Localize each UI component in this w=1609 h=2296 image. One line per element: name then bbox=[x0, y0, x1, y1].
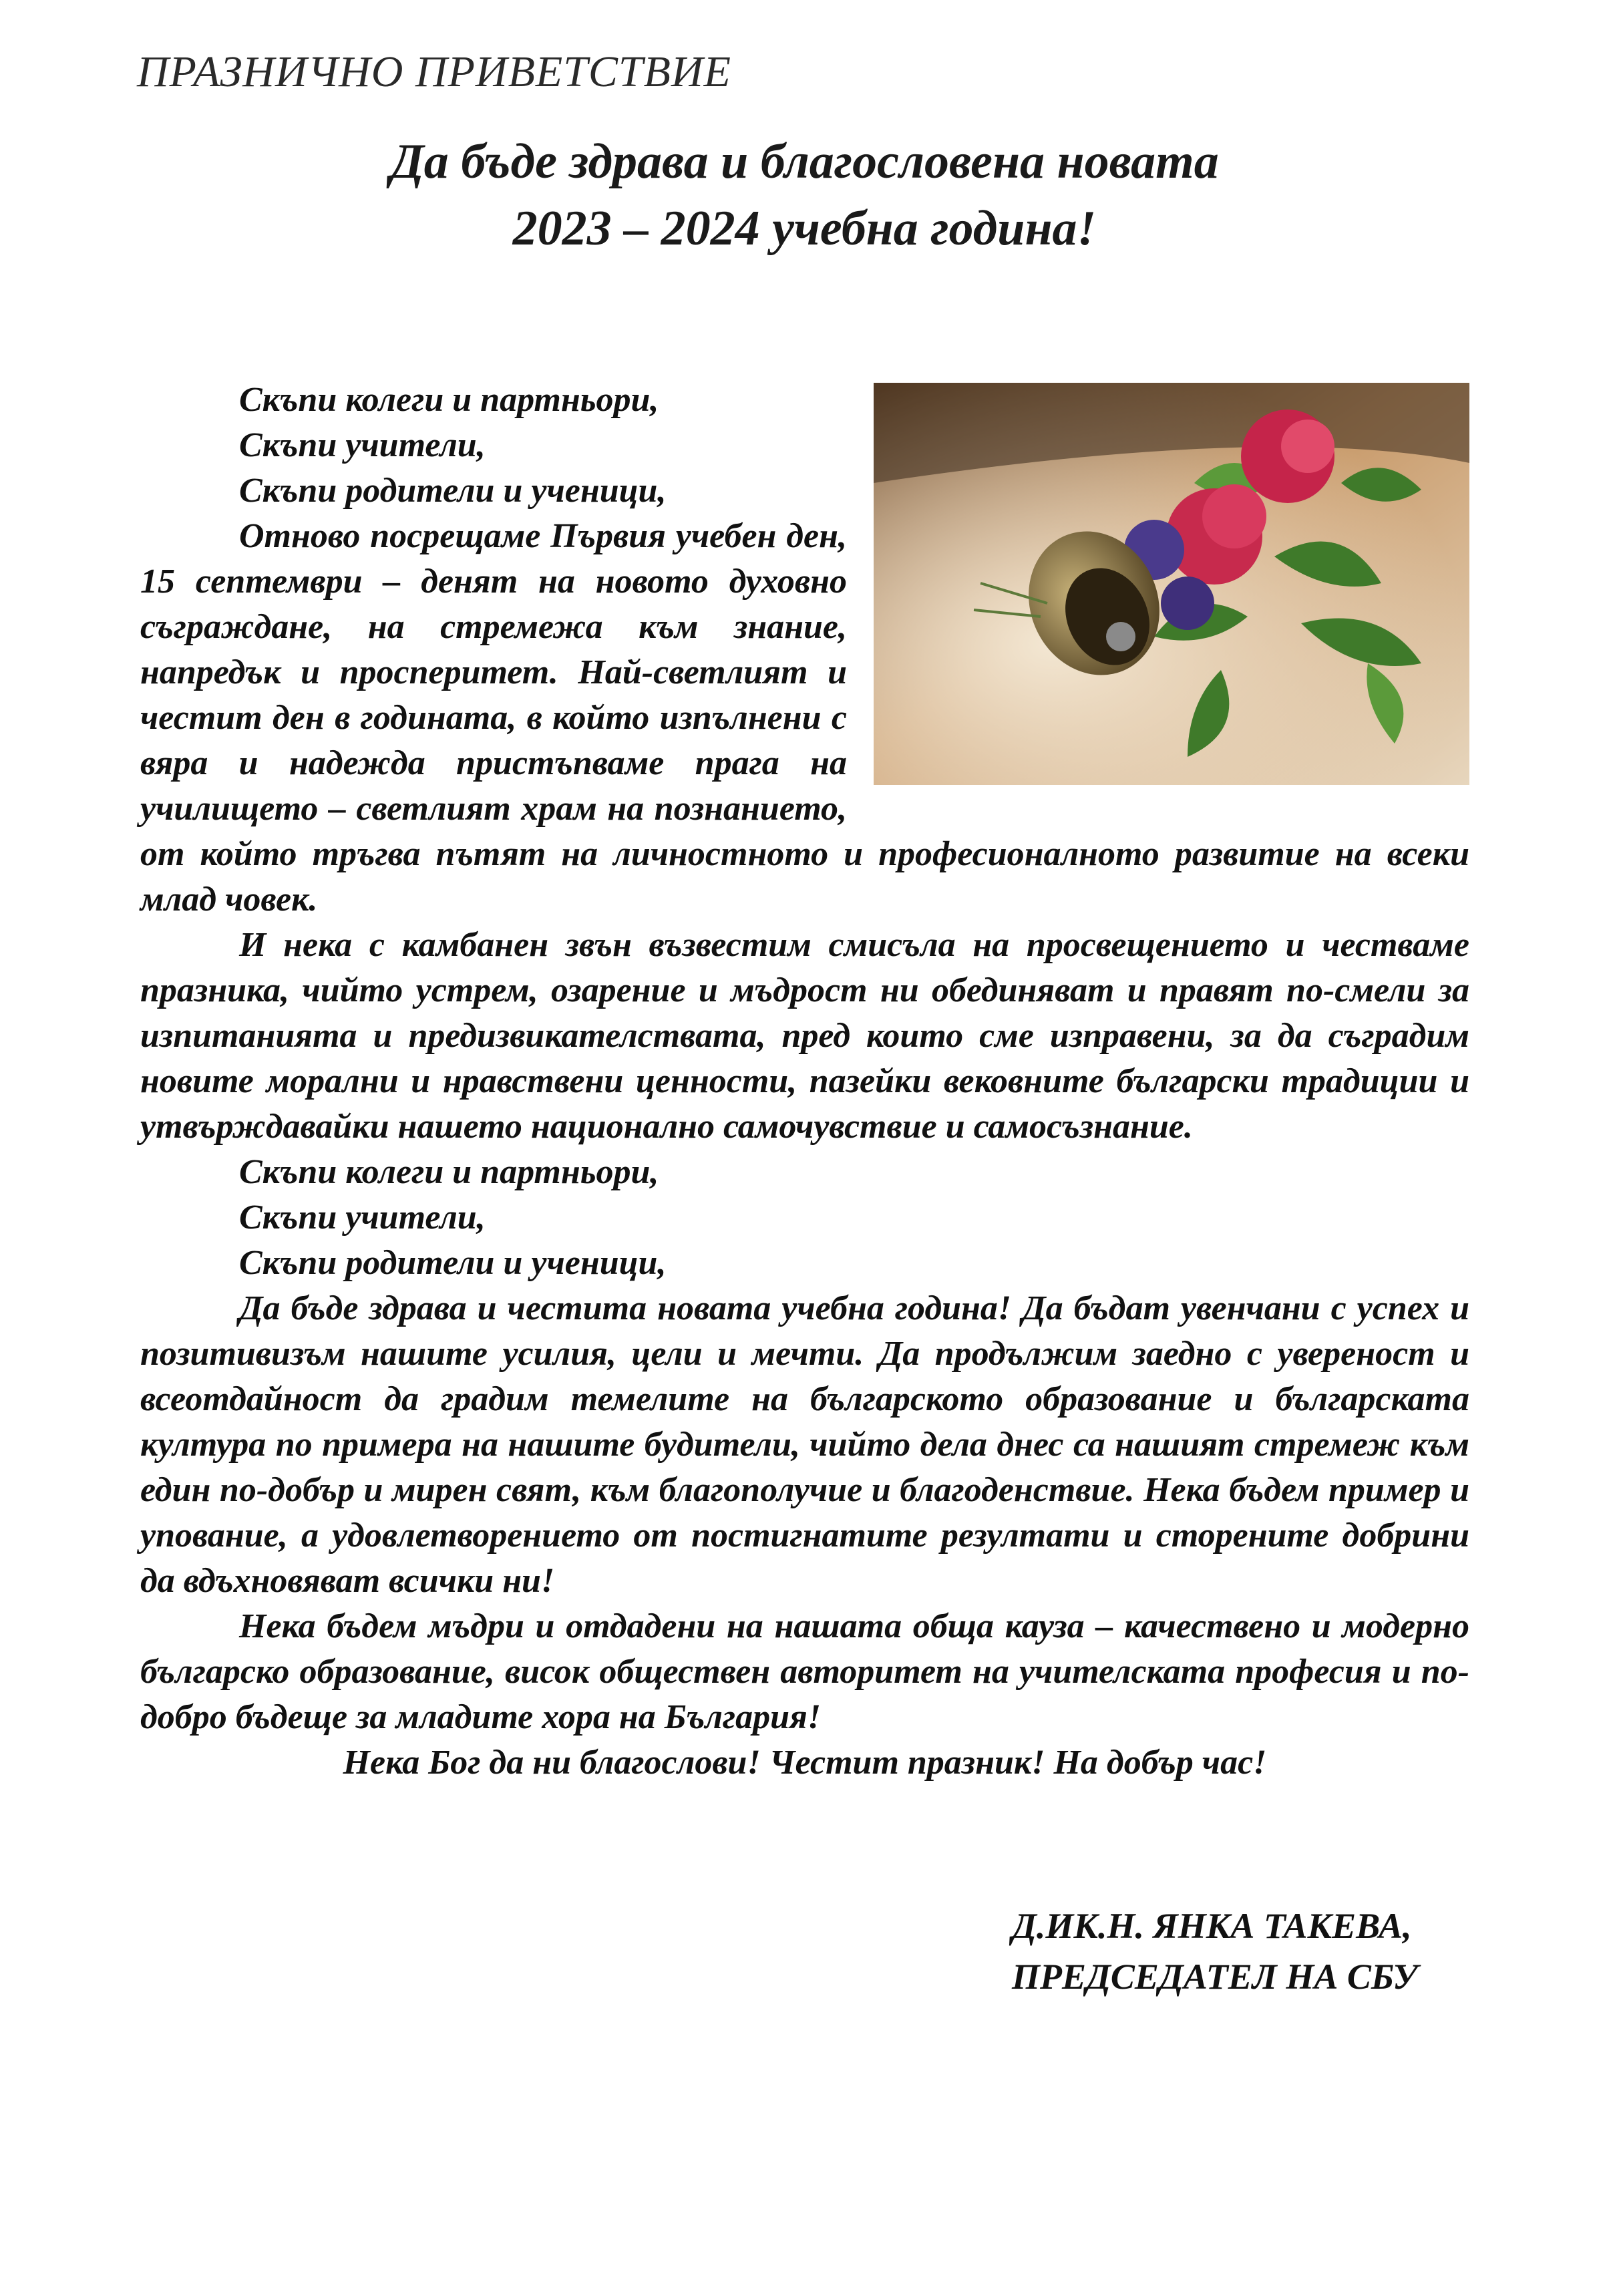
letter-body bbox=[140, 377, 1469, 1786]
salutation-teachers-2: Скъпи учители, bbox=[239, 1198, 486, 1237]
salutation-parents-students: Скъпи родители и ученици, bbox=[239, 472, 667, 510]
paragraph-common-cause: Нека бъдем мъдри и отдадени на нашата обща кауза – качествено и модерно българско образование, висок обществен авторитет на учителската професия и по-добро бъдеще за младите хора на България! bbox=[140, 1607, 1469, 1736]
headline-line-2: 2023 – 2024 учебна година! bbox=[512, 201, 1097, 256]
bell-with-flowers-photo bbox=[874, 383, 1469, 785]
paragraph-wishes: Да бъде здрава и честита новата учебна година! Да бъдат увенчани с успех и позитивизъм нашите усилия, цели и мечти. Да продължим заедно с увереност и всеотдайност да градим темелите на българското образование и българската култура по примера на нашите будители, чийто дела днес са нашият стремеж към един по-добър и мирен свят, към благополучие и благоденствие. Нека бъдем пример и упование, а удовлетворението от постигнатите резултати и сторените добрини да вдъхновяват всички ни! bbox=[140, 1289, 1469, 1600]
salutation-parents-students-2: Скъпи родители и ученици, bbox=[239, 1244, 667, 1282]
document-header-label: ПРАЗНИЧНО ПРИВЕТСТВИЕ bbox=[137, 47, 731, 96]
salutation-teachers: Скъпи учители, bbox=[239, 426, 486, 464]
salutation-colleagues-2: Скъпи колеги и партньори, bbox=[239, 1153, 659, 1191]
closing-blessing: Нека Бог да ни благослови! Честит празник! На добър час! bbox=[343, 1744, 1267, 1782]
paragraph-bell-ring: И нека с камбанен звън възвестим смисъла на просвещението и честваме празника, чийто устрем, озарение и мъдрост ни обединяват и правят по-смели за изпитанията и предизвикателствата, пред които сме изправени, за да съградим новите морални и нравствени ценности, пазейки вековните български традиции и утвърждавайки нашето национално самочувствие и самосъзнание. bbox=[140, 926, 1469, 1146]
signature-name: Д.ИК.Н. ЯНКА ТАКЕВА, bbox=[1012, 1906, 1412, 1946]
signature-title: ПРЕДСЕДАТЕЛ НА СБУ bbox=[1012, 1957, 1418, 1997]
headline-line-1: Да бъде здрава и благословена новата bbox=[390, 134, 1219, 189]
signature-block bbox=[1012, 1901, 1418, 2002]
paragraph-first-school-day: Отново посрещаме Първия учебен ден, 15 септември – денят на новото духовно съграждане, на стремежа към знание, напредък и просперитет. Най-светлият и честит ден в годината, в който изпълнени с вяра и надежда пристъпваме прага на училището – светлият храм на познанието, от който тръгва пътят на личностното и професионалното развитие на всеки млад човек. bbox=[140, 517, 1469, 919]
salutation-colleagues: Скъпи колеги и партньори, bbox=[239, 381, 659, 419]
